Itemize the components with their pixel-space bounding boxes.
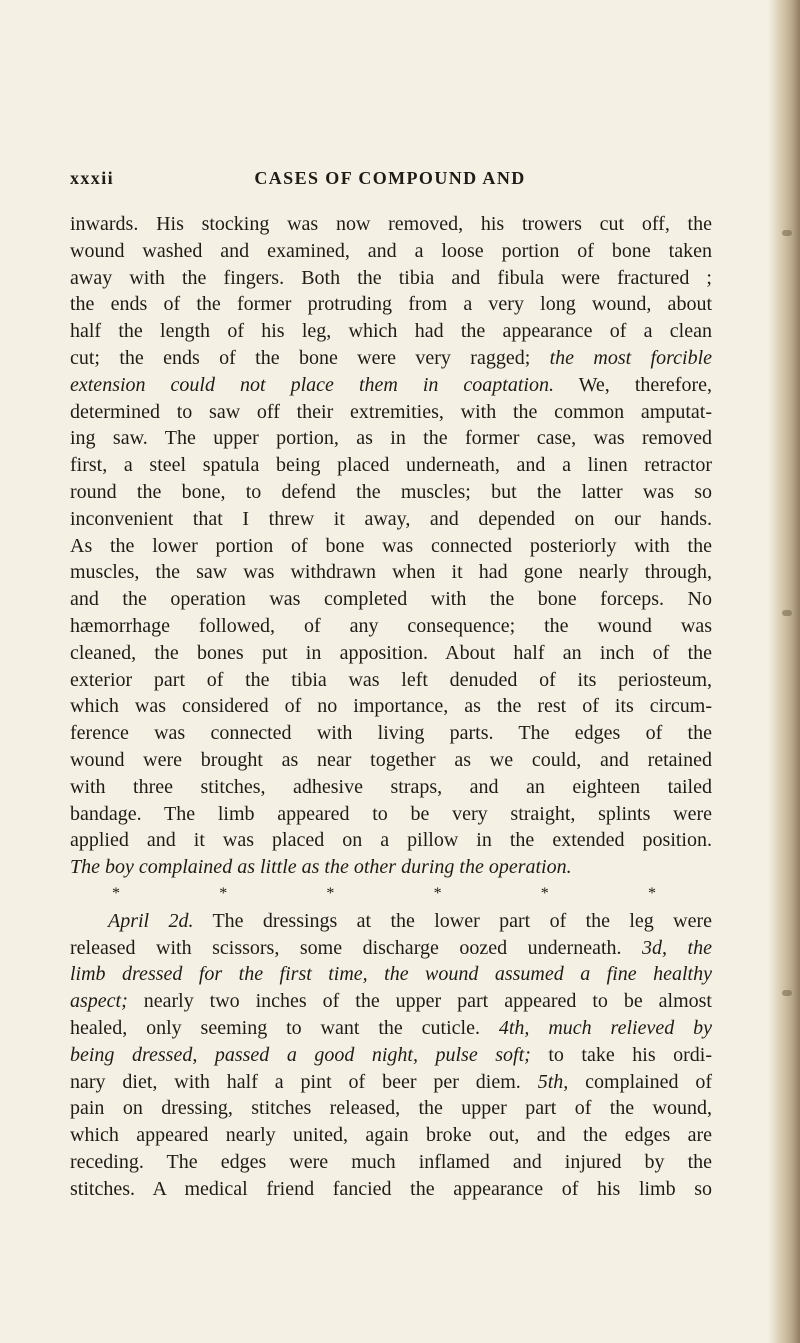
asterisk: * <box>326 884 335 902</box>
text-line: pain on dressing, stitches released, the upper part of the wound, <box>70 1097 712 1120</box>
page-number: xxxii <box>70 168 115 188</box>
text-line: wound were brought as near together as we could, and retained <box>70 748 712 771</box>
text-line: cleaned, the bones put in apposition. About half an inch of the <box>70 641 712 664</box>
text-line: hæmorrhage followed, of any consequence; the wound was <box>70 614 712 637</box>
text-line: nary diet, with half a pint of beer per diem. 5th, complained of <box>70 1070 712 1093</box>
text-line: aspect; nearly two inches of the upper part appeared to be almost <box>70 990 712 1013</box>
text-line: April 2d. The dressings at the lower part of the leg were <box>108 909 712 932</box>
page-edge-shadow <box>768 0 800 1343</box>
asterisk: * <box>112 884 120 902</box>
page-edge-mark <box>782 990 792 996</box>
page-edge-mark <box>782 610 792 616</box>
text-line: muscles, the saw was withdrawn when it had gone nearly through, <box>70 561 712 584</box>
text-line: stitches. A medical friend fancied the appearance of his limb so <box>70 1177 712 1200</box>
text-line: determined to saw off their extremities, with the common amputat- <box>70 400 712 423</box>
text-line: healed, only seeming to want the cuticle. 4th, much relieved by <box>70 1016 712 1039</box>
text-line: the ends of the former protruding from a very long wound, about <box>70 293 712 316</box>
page-edge-mark <box>782 230 792 236</box>
text-line: first, a steel spatula being placed underneath, and a linen retractor <box>70 454 712 477</box>
text-line: inconvenient that I threw it away, and depended on our hands. <box>70 507 712 530</box>
text-line: half the length of his leg, which had the appearance of a clean <box>70 320 712 343</box>
text-line: which was considered of no importance, as the rest of its circum- <box>70 695 712 718</box>
text-line: receding. The edges were much inflamed and injured by the <box>70 1150 712 1173</box>
text-line: and the operation was completed with the bone forceps. No <box>70 588 712 611</box>
text-line: round the bone, to defend the muscles; but the latter was so <box>70 480 712 503</box>
asterisk: * <box>540 884 549 902</box>
running-head: CASES OF COMPOUND AND <box>254 168 526 188</box>
text-line: bandage. The limb appeared to be very straight, splints were <box>70 802 712 825</box>
text-line: wound washed and examined, and a loose portion of bone taken <box>70 239 712 262</box>
body-text <box>70 211 712 1202</box>
text-line: away with the fingers. Both the tibia and fibula were fractured ; <box>70 266 712 289</box>
text-line: being dressed, passed a good night, pulse soft; to take his ordi- <box>70 1043 712 1066</box>
asterisk: * <box>433 884 442 902</box>
section-break-asterisks <box>70 881 712 908</box>
text-line: ing saw. The upper portion, as in the former case, was removed <box>70 427 712 450</box>
asterisk: * <box>647 884 656 902</box>
text-line: with three stitches, adhesive straps, and an eighteen tailed <box>70 775 712 798</box>
text-line: applied and it was placed on a pillow in the extended position. <box>70 829 712 852</box>
text-line: cut; the ends of the bone were very ragged; the most forcible <box>70 346 712 369</box>
text-line: inwards. His stocking was now removed, his trowers cut off, the <box>70 213 712 235</box>
text-line: As the lower portion of bone was connected posteriorly with the <box>70 534 712 557</box>
text-line: extension could not place them in coaptation. We, therefore, <box>70 373 712 396</box>
text-line: released with scissors, some discharge oozed underneath. 3d, the <box>70 936 712 959</box>
text-line: exterior part of the tibia was left denuded of its periosteum, <box>70 668 712 691</box>
text-line: limb dressed for the first time, the wound assumed a fine healthy <box>70 963 712 986</box>
text-line: which appeared nearly united, again broke out, and the edges are <box>70 1124 712 1147</box>
page-header <box>70 168 710 192</box>
text-line: ference was connected with living parts. The edges of the <box>70 722 712 745</box>
asterisk: * <box>219 884 228 902</box>
text-line: The boy complained as little as the other during the operation. <box>70 856 572 879</box>
